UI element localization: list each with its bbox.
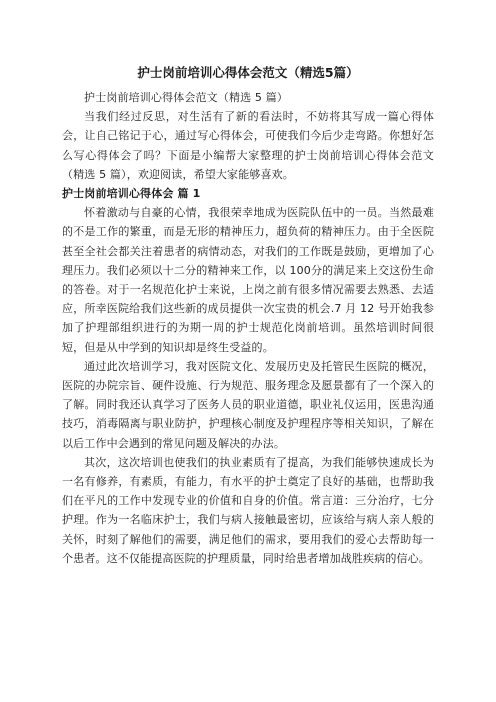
document-subtitle: 护士岗前培训心得体会范文（精选 5 篇）	[84, 91, 288, 104]
document-title: 护士岗前培训心得体会范文（精选5篇）	[137, 65, 359, 80]
body-paragraph-1: 怀着激动与自豪的心情，我很荣幸地成为医院队伍中的一员。当然最难的不是工作的繁重，而是无形的精神压力，超负荷的精神压力。由于全医院甚至全社会都关注着患者的病情动态，对我们的工作既是鼓励，更增加了心理压力。我们必须以十二分的精神来工作，以 100分的满足来上交这份生命的答卷。对于一名规范化护士来说，上岗之前有很多情况需要去熟悉、去适应，所幸医院给我们这些新的成员提供一次宝贵的机会.7 月 12 号开始我参加了护理部组织进行的为期一周的护士规范化岗前培训。虽然培训时间很短，但是从中学到的知识却是终生受益的。	[62, 206, 434, 354]
intro-paragraph: 当我们经过反思，对生活有了新的看法时，不妨将其写成一篇心得体会，让自己铭记于心，通过写心得体会，可使我们今后少走弯路。你想好怎么写心得体会了吗？下面是小编帮大家整理的护士岗前培训心得体会范文（精选 5 篇），欢迎阅读，希望大家能够喜欢。	[62, 110, 434, 181]
document-page	[62, 64, 434, 568]
section-heading: 护士岗前培训心得体会 篇 1	[62, 187, 201, 201]
body-paragraph-2: 通过此次培训学习，我对医院文化、发展历史及托管民生医院的概况，医院的办院宗旨、硬件设施、行为规范、服务理念及愿景都有了一个深入的了解。同时我还认真学习了医务人员的职业道德，职业礼仪运用，医患沟通技巧，消毒隔离与职业防护，护理核心制度及护理程序等相关知识，了解在以后工作中会遇到的常见问题及解决的办法。	[62, 359, 434, 450]
body-paragraph-3: 其次，这次培训也使我们的执业素质有了提高，为我们能够快速成长为一名有修养，有素质，有能力，有水平的护士奠定了良好的基础，也帮助我们在平凡的工作中发现专业的价值和自身的价值。常言道：三分治疗，七分护理。作为一名临床护士，我们与病人接触最密切，应该给与病人亲人般的关怀，时刻了解他们的需要，满足他们的需求，要用我们的爱心去帮助每一个患者。这不仅能提高医院的护理质量，同时给患者增加战胜疾病的信心。	[62, 455, 434, 565]
